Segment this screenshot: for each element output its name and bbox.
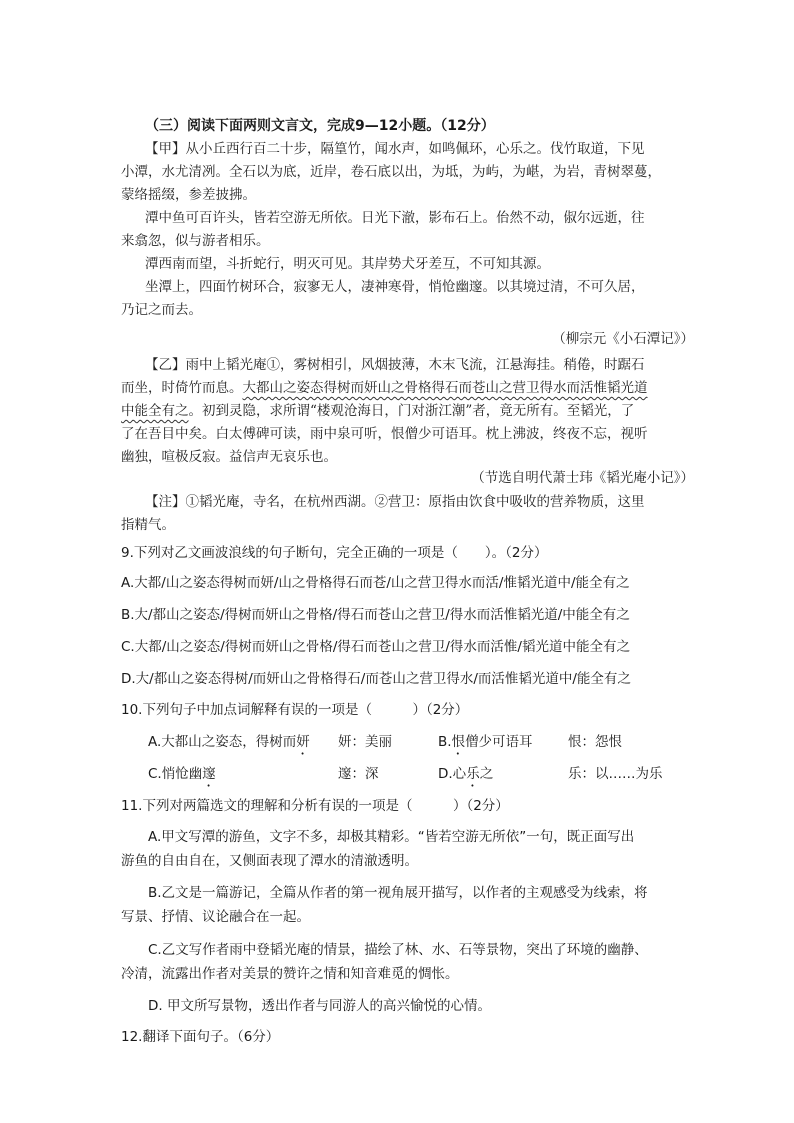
option-d-gloss: 乐：以……为乐 (568, 766, 663, 782)
passage-a-line: 小潭，水尤清冽。全石以为底，近岸，卷石底以出，为坻，为屿，为嵁，为岩，青树翠蔓， (121, 164, 661, 180)
dotted-word: 妍 (296, 734, 310, 750)
option-c-cont: 冷清，流露出作者对美景的赞许之情和知音难觅的惆怅。 (121, 966, 459, 982)
option-c: C.乙文写作者雨中登韬光庵的情景，描绘了林、水、石等景物，突出了环境的幽静、 (148, 942, 648, 958)
option-b-gloss: 恨：怨恨 (568, 734, 622, 750)
passage-b-line: 了在吾目中矣。白太傅碑可读，雨中泉可听，恨僧少可语耳。枕上沸波，终夜不忘，视听 (121, 426, 648, 442)
passage-a-line: 来翕忽，似与游者相乐。 (121, 233, 270, 249)
dotted-word: 乐 (466, 766, 480, 782)
section-title: （三）阅读下面两则文言文，完成9—12小题。（12分） (145, 118, 495, 134)
passage-a-line: 坐潭上，四面竹树环合，寂寥无人，凄神寒骨，悄怆幽邃。以其境过清，不可久居， (145, 279, 645, 295)
passage-b-plain: 而坐，时倚竹而息。 (121, 380, 243, 396)
option-c-gloss: 邃：深 (338, 766, 379, 782)
passage-b-line (121, 378, 648, 398)
notes-line: 指精气。 (121, 517, 175, 533)
option-a-cont: 游鱼的自由自在，又侧面表现了潭水的清澈透明。 (121, 853, 418, 869)
option-b-cont: 写景、抒情、议论融合在一起。 (121, 909, 310, 925)
option-d: D.大/都山之姿态得树/而妍山之骨格得石/而苍山之营卫得水/而活惟韬光道中/能全有之 (121, 671, 631, 687)
question-stem: 9.下列对乙文画波浪线的句子断句，完全正确的一项是（ ）。（2分） (121, 545, 548, 561)
passage-b-source: （节选自明代萧士玮《韬光庵小记》） (471, 470, 694, 486)
question-stem: 11.下列对两篇选文的理解和分析有误的一项是（ ）（2分） (121, 798, 509, 814)
passage-a-line: 【甲】从小丘西行百二十步，隔篁竹，闻水声，如鸣佩环，心乐之。伐竹取道，下见 (145, 141, 645, 157)
question-stem: 12.翻译下面句子。（6分） (121, 1029, 280, 1045)
wavy-underlined-sentence: 中能全有之 (121, 403, 189, 419)
passage-b-plain: 。初到灵隐，求所谓“楼观沧海日，门对浙江潮”者，竟无所有。至韬光，了 (188, 403, 635, 419)
dotted-word: 恨 (451, 734, 466, 750)
passage-b-line (121, 401, 634, 421)
option-c: C.悄怆幽邃 (148, 766, 216, 782)
option-b: B.乙文是一篇游记，全篇从作者的第一视角展开描写，以作者的主观感受为线索，将 (148, 885, 648, 901)
passage-a-line: 蒙络摇缀，参差披拂。 (121, 187, 256, 203)
option-a: A.大都山之姿态，得树而妍 (148, 734, 310, 750)
wavy-underlined-sentence: 大都山之姿态得树而妍山之骨格得石而苍山之营卫得水而活惟韬光道 (242, 380, 648, 396)
passage-a-line: 潭中鱼可百许头，皆若空游无所依。日光下澈，影布石上。佁然不动，俶尔远逝，往 (145, 210, 645, 226)
option-d: D.心乐之 (438, 766, 494, 782)
question-stem: 10.下列句子中加点词解释有误的一项是（ ）（2分） (121, 702, 469, 718)
passage-b-line: 【乙】雨中上韬光庵①，雾树相引，风烟披薄，木末飞流，江悬海挂。稍倦，时踞石 (145, 357, 645, 373)
option-c: C.大都/山之姿态/得树而妍山之骨格/得石而苍山之营卫/得水而活惟/韬光道中能全有之 (121, 639, 630, 655)
option-b: B.大/都山之姿态/得树而妍山之骨格/得石而苍山之营卫/得水而活惟韬光道/中能全有之 (121, 607, 630, 623)
option-a-gloss: 妍：美丽 (338, 734, 392, 750)
passage-a-line: 乃记之而去。 (121, 302, 202, 318)
option-a: A.甲文写潭的游鱼，文字不多，却极其精彩。“皆若空游无所依”一句，既正面写出 (148, 829, 635, 845)
dotted-word: 邃 (202, 766, 216, 782)
passage-a-line: 潭西南而望，斗折蛇行，明灭可见。其岸势犬牙差互，不可知其源。 (145, 256, 550, 272)
option-b: B.恨僧少可语耳 (438, 734, 533, 750)
notes-line: 【注】①韬光庵，寺名，在杭州西湖。②营卫：原指由饮食中吸收的营养物质，这里 (145, 494, 645, 510)
passage-b-line: 幽独，喧极反寂。益信声无哀乐也。 (121, 449, 337, 465)
option-a: A.大都/山之姿态得树而妍/山之骨格得石而苍/山之营卫得水而活/惟韬光道中/能全有之 (121, 575, 630, 591)
option-d: D. 甲文所写景物，透出作者与同游人的高兴愉悦的心情。 (148, 998, 491, 1014)
passage-a-source: （柳宗元《小石潭记》） (552, 331, 694, 347)
